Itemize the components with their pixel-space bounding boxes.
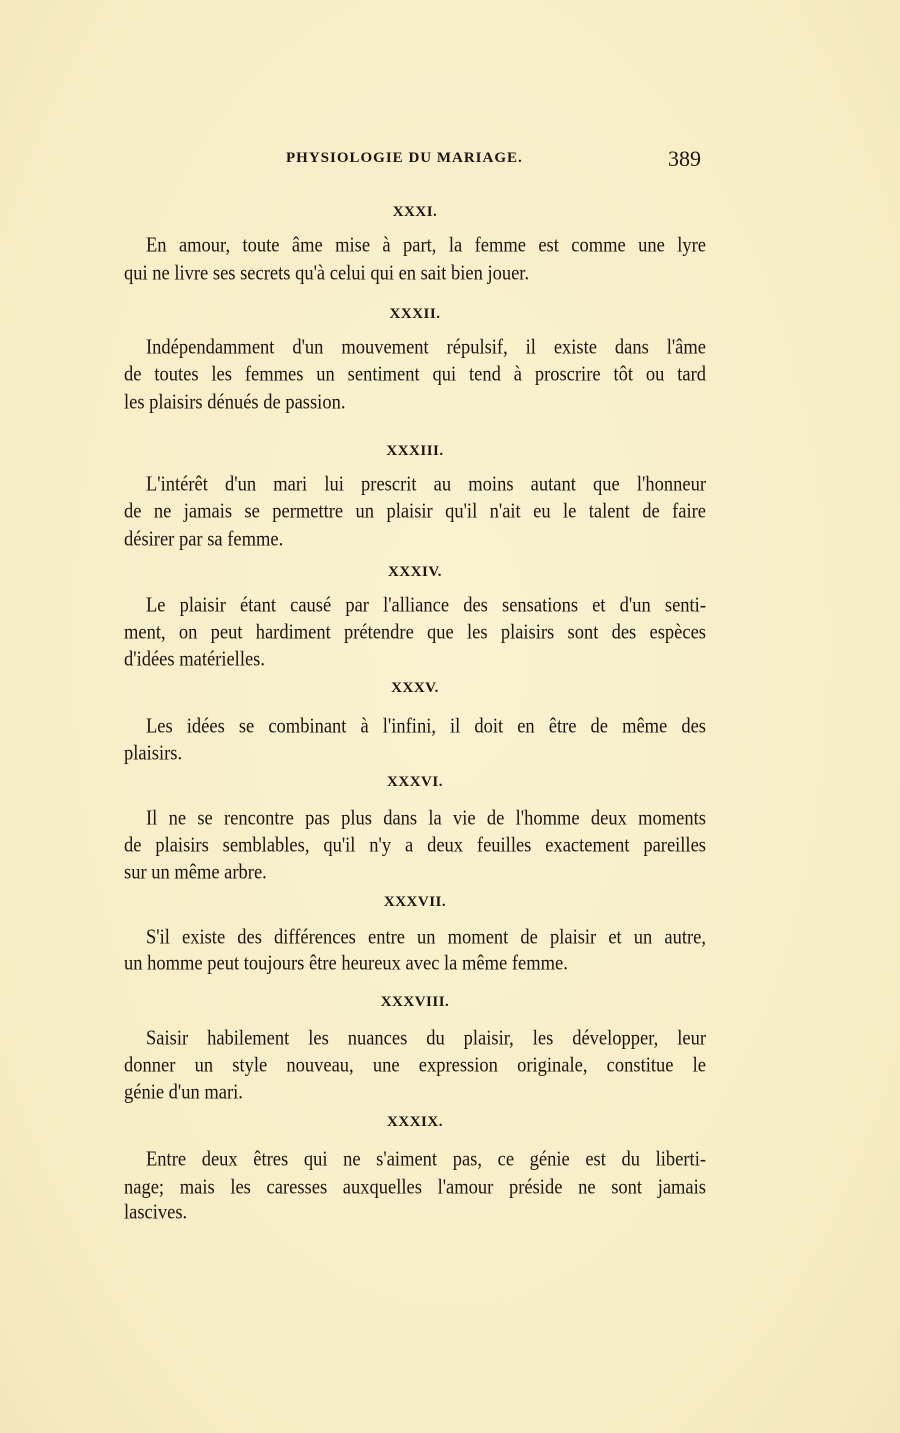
text-line: Saisir habilement les nuances du plaisir, les développer, leur bbox=[146, 1027, 706, 1051]
maxim-numeral: XXXIII. bbox=[386, 443, 444, 459]
maxim-numeral: XXXVI. bbox=[387, 774, 443, 790]
maxim-numeral: XXXI. bbox=[392, 204, 438, 220]
text-line: Les idées se combinant à l'infini, il doit en être de même des bbox=[146, 715, 706, 739]
text-line: de toutes les femmes un sentiment qui tend à proscrire tôt ou tard bbox=[124, 363, 706, 387]
text-line: qui ne livre ses secrets qu'à celui qui en sait bien jouer. bbox=[124, 262, 530, 286]
maxim-numeral: XXXVII. bbox=[383, 894, 447, 910]
text-line: En amour, toute âme mise à part, la femme est comme une lyre bbox=[146, 234, 706, 258]
text-line: génie d'un mari. bbox=[124, 1081, 243, 1105]
text-line: Il ne se rencontre pas plus dans la vie de l'homme deux moments bbox=[146, 807, 706, 831]
text-line: d'idées matérielles. bbox=[124, 648, 265, 672]
text-line: ment, on peut hardiment prétendre que les plaisirs sont des espèces bbox=[124, 621, 706, 645]
text-line: lascives. bbox=[124, 1201, 188, 1225]
text-line: Indépendamment d'un mouvement répulsif, il existe dans l'âme bbox=[146, 336, 706, 360]
text-line: plaisirs. bbox=[124, 742, 183, 766]
maxim-numeral: XXXIX. bbox=[387, 1114, 443, 1130]
text-line: sur un même arbre. bbox=[124, 861, 267, 885]
maxim-numeral: XXXIV. bbox=[388, 564, 442, 580]
text-line: Entre deux êtres qui ne s'aiment pas, ce génie est du liberti- bbox=[146, 1148, 706, 1172]
maxim-numeral: XXXII. bbox=[389, 306, 441, 322]
text-line: de ne jamais se permettre un plaisir qu'il n'ait eu le talent de faire bbox=[124, 500, 706, 524]
text-line: L'intérêt d'un mari lui prescrit au moins autant que l'honneur bbox=[146, 473, 706, 497]
text-line: donner un style nouveau, une expression originale, constitue le bbox=[124, 1054, 706, 1078]
text-line: les plaisirs dénués de passion. bbox=[124, 391, 346, 415]
text-line: un homme peut toujours être heureux avec la même femme. bbox=[124, 952, 568, 976]
running-header: PHYSIOLOGIE DU MARIAGE. bbox=[286, 150, 523, 166]
text-line: S'il existe des différences entre un moment de plaisir et un autre, bbox=[146, 926, 706, 950]
text-line: de plaisirs semblables, qu'il n'y a deux feuilles exactement pareilles bbox=[124, 834, 706, 858]
text-line: désirer par sa femme. bbox=[124, 528, 284, 552]
text-line: nage; mais les caresses auxquelles l'amour préside ne sont jamais bbox=[124, 1176, 706, 1200]
maxim-numeral: XXXVIII. bbox=[380, 994, 450, 1010]
maxim-numeral: XXXV. bbox=[391, 680, 439, 696]
page-number: 389 bbox=[668, 146, 701, 171]
text-line: Le plaisir étant causé par l'alliance des sensations et d'un senti- bbox=[146, 594, 706, 618]
